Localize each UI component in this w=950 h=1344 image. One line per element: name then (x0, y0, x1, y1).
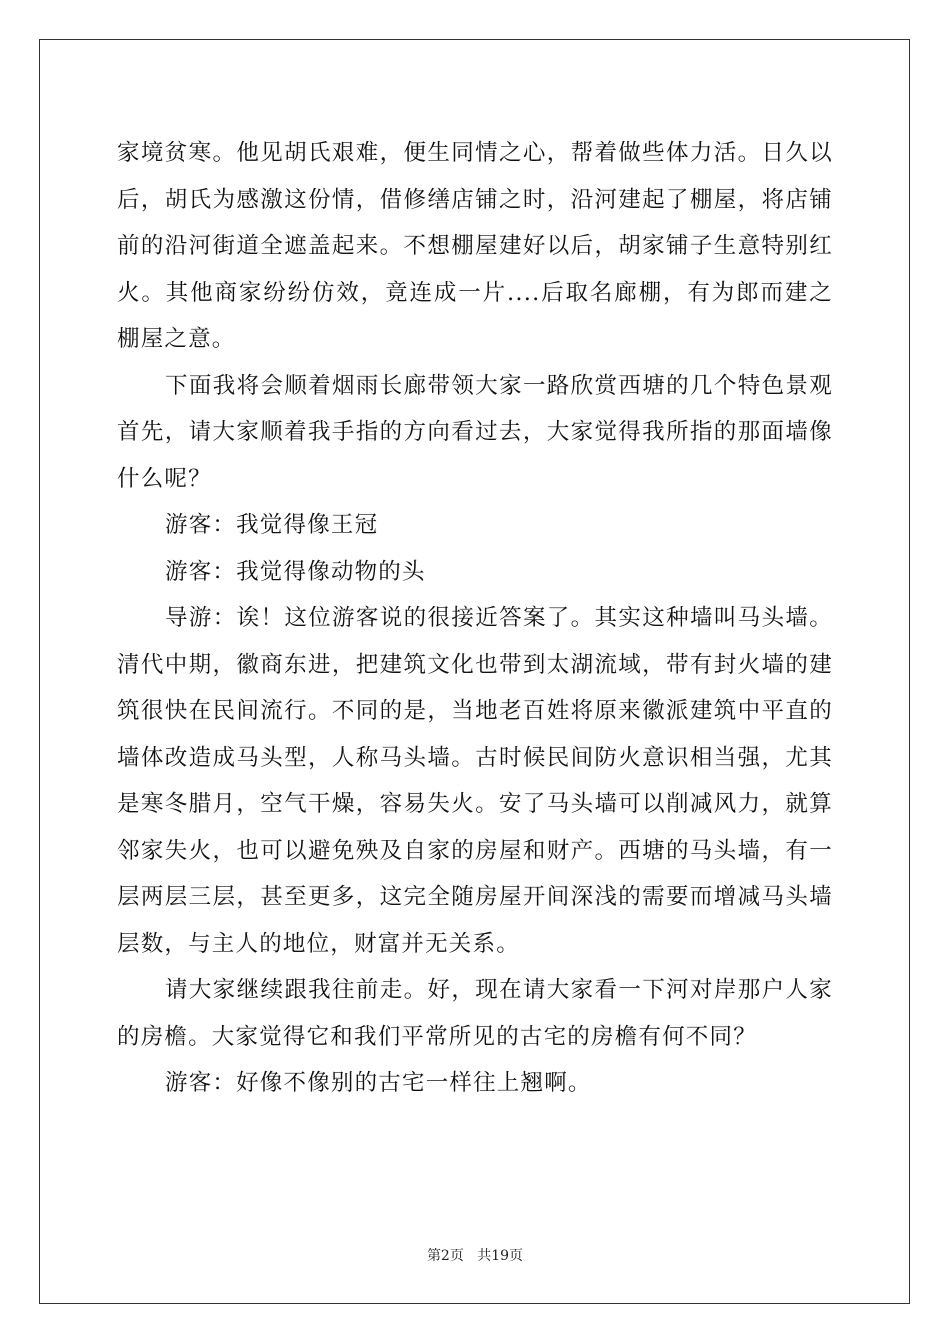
paragraph-5: 导游：诶！这位游客说的很接近答案了。其实这种墙叫马头墙。清代中期，徽商东进，把建筑文化也带到太湖流域，带有封火墙的建筑很快在民间流行。不同的是，当地老百姓将原来徽派建筑中平直的墙体改造成马头型，人称马头墙。古时候民间防火意识相当强，尤其是寒冬腊月，空气干燥，容易失火。安了马头墙可以削减风力，就算邻家失火，也可以避免殃及自家的房屋和财产。西塘的马头墙，有一层两层三层，甚至更多，这完全随房屋开间深浅的需要而增减马头墙层数，与主人的地位，财富并无关系。 (117, 605, 833, 957)
footer-spacer (464, 1248, 477, 1264)
paragraph-7: 游客：好像不像别的古宅一样往上翘啊。 (165, 1070, 592, 1096)
paragraph-4: 游客：我觉得像动物的头 (165, 558, 426, 585)
paragraph-3: 游客：我觉得像王冠 (165, 512, 379, 538)
paragraph-2: 下面我将会顺着烟雨长廊带领大家一路欣赏西塘的几个特色景观首先，请大家顺着我手指的方向看过去，大家觉得我所指的那面墙像什么呢？ (117, 372, 833, 492)
page-total: 共19页 (477, 1248, 524, 1264)
document-body (117, 130, 833, 1107)
page-footer (0, 1247, 950, 1265)
paragraph-6: 请大家继续跟我往前走。好，现在请大家看一下河对岸那户人家的房檐。大家觉得它和我们平常所见的古宅的房檐有何不同？ (117, 977, 833, 1050)
paragraph-1: 家境贫寒。他见胡氏艰难，便生同情之心，帮着做些体力活。日久以后，胡氏为感激这份情，借修缮店铺之时，沿河建起了棚屋，将店铺前的沿河街道全遮盖起来。不想棚屋建好以后，胡家铺子生意特别红火。其他商家纷纷仿效，竟连成一片....后取名廊棚，有为郎而建之棚屋之意。 (117, 140, 833, 352)
page-number: 第2页 (426, 1248, 464, 1264)
